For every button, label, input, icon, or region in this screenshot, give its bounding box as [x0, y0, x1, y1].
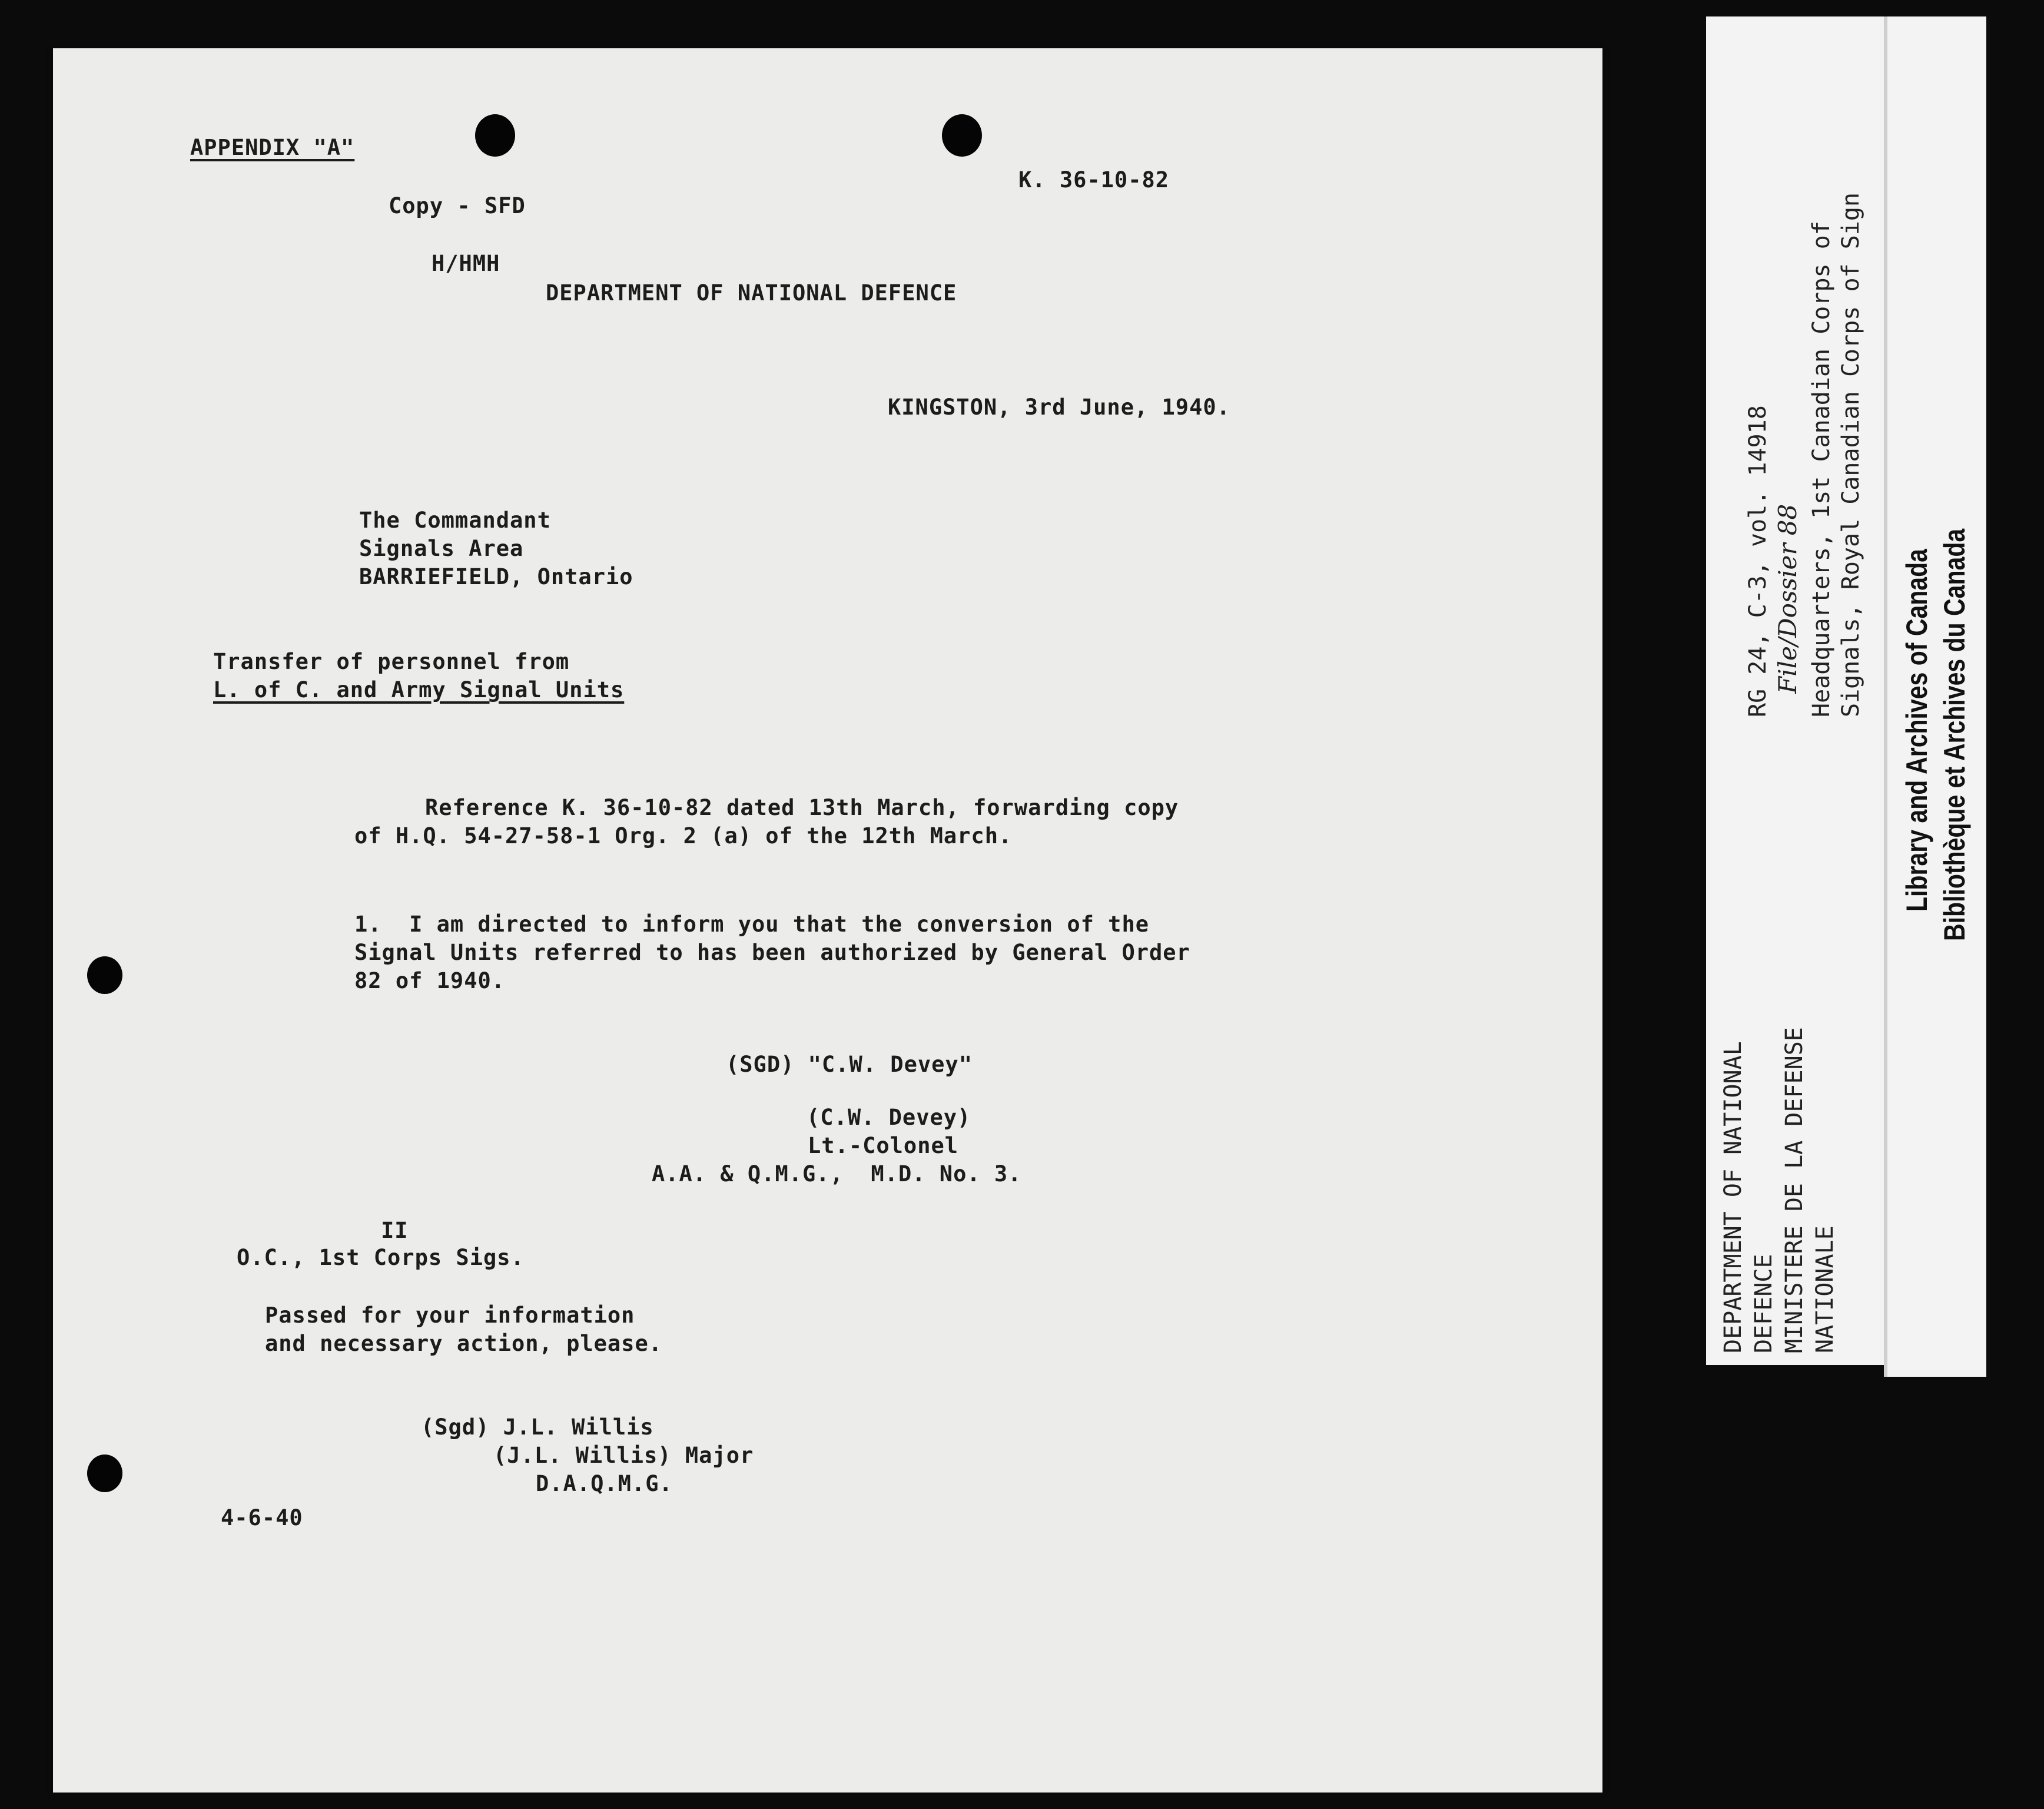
place-and-date: KINGSTON, 3rd June, 1940.: [888, 395, 1230, 420]
institution-name-fr: Bibliothèque et Archives du Canada: [1938, 528, 1971, 941]
minute-number: II: [381, 1218, 409, 1243]
department-stamp-line: MINISTERE DE LA DEFENSE: [1781, 1027, 1808, 1353]
archive-description-line: Headquarters, 1st Canadian Corps of: [1808, 221, 1835, 717]
minute-signatory: (J.L. Willis) Major: [493, 1443, 754, 1468]
minute-addressee: O.C., 1st Corps Sigs.: [237, 1245, 525, 1270]
copy-note: Copy - SFD: [389, 193, 526, 218]
archive-reference-label: [1706, 16, 1896, 1365]
department-heading: DEPARTMENT OF NATIONAL DEFENCE: [546, 280, 957, 306]
typist-initials: H/HMH: [432, 251, 500, 276]
signatory-rank: Lt.-Colonel: [808, 1133, 959, 1158]
file-dossier-handwritten: File/Dossier 88: [1773, 503, 1802, 694]
signatory-name: (C.W. Devey): [807, 1105, 971, 1130]
archive-reference: RG 24, C-3, vol. 14918: [1744, 405, 1771, 717]
paragraph-line: Signal Units referred to has been authorized by General Order: [354, 940, 1190, 965]
signatory-title: A.A. & Q.M.G., M.D. No. 3.: [652, 1161, 1022, 1187]
address-line: The Commandant: [359, 508, 551, 533]
department-stamp-line: DEPARTMENT OF NATIONAL: [1720, 1041, 1747, 1353]
document-page: [53, 48, 1602, 1793]
file-reference: K. 36-10-82: [1018, 167, 1170, 193]
paragraph-line: 1. I am directed to inform you that the conversion of the: [354, 912, 1150, 937]
paragraph-line: 82 of 1940.: [354, 968, 506, 993]
subject-line: Transfer of personnel from: [213, 649, 570, 674]
punch-hole: [87, 956, 122, 994]
appendix-heading: APPENDIX "A": [190, 135, 355, 160]
minute-signature: (Sgd) J.L. Willis: [421, 1414, 654, 1440]
department-stamp-line: NATIONALE: [1811, 1225, 1839, 1353]
address-line: BARRIEFIELD, Ontario: [359, 564, 633, 589]
department-stamp-line: DEFENCE: [1750, 1254, 1777, 1353]
signature-line: (SGD) "C.W. Devey": [726, 1052, 973, 1077]
institution-name-en: Library and Archives of Canada: [1900, 549, 1933, 912]
address-line: Signals Area: [359, 536, 524, 561]
minute-title: D.A.Q.M.G.: [536, 1471, 673, 1496]
punch-hole: [475, 114, 515, 157]
minute-date: 4-6-40: [221, 1505, 303, 1530]
reference-line: Reference K. 36-10-82 dated 13th March, forwarding copy: [425, 795, 1179, 820]
reference-line: of H.Q. 54-27-58-1 Org. 2 (a) of the 12th March.: [354, 823, 1013, 849]
archive-description-line: Signals, Royal Canadian Corps of Sign: [1837, 192, 1864, 717]
punch-hole: [87, 1455, 122, 1492]
punch-hole: [942, 114, 982, 157]
minute-text: Passed for your information: [265, 1303, 635, 1328]
subject-line: L. of C. and Army Signal Units: [213, 677, 625, 703]
institution-label: [1884, 16, 1986, 1377]
minute-text: and necessary action, please.: [265, 1331, 663, 1356]
